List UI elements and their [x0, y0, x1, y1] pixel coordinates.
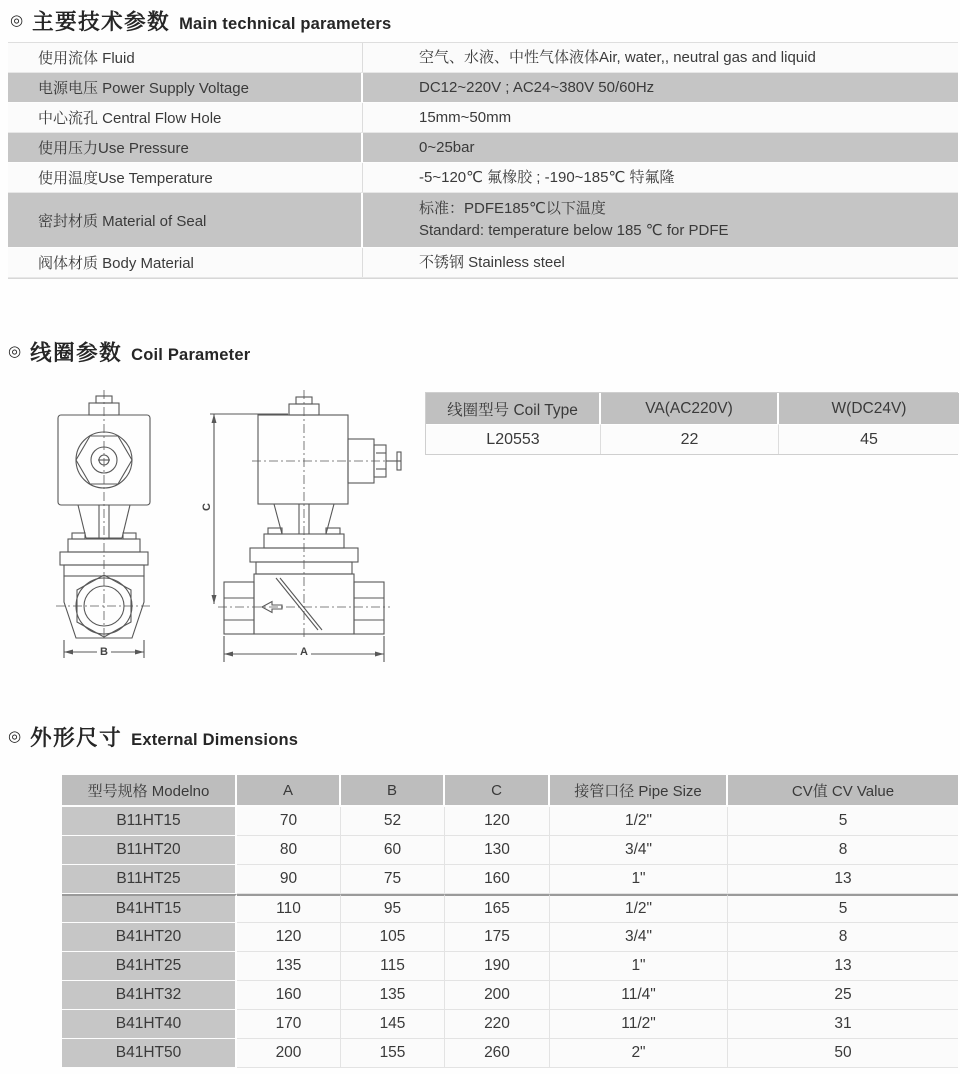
dims-model-cell: B41HT15: [62, 894, 237, 923]
spec-value-line: Standard: temperature below 185 ℃ for PDFE: [419, 222, 729, 239]
dims-value-cell: 165: [445, 894, 550, 923]
dims-value-cell: 170: [237, 1010, 341, 1039]
dims-value-cell: 160: [445, 865, 550, 894]
dims-value-cell: 95: [341, 894, 445, 923]
dims-table-header: 型号规格 Modelno: [62, 775, 237, 807]
dims-value-cell: 200: [237, 1039, 341, 1068]
dims-value-cell: 3/4": [550, 836, 728, 865]
coil-table-cell: 45: [779, 424, 959, 454]
main-spec-table: [8, 42, 958, 279]
spec-row: [8, 103, 958, 133]
dims-value-cell: 1": [550, 865, 728, 894]
valve-front-view-drawing: [26, 388, 186, 666]
dims-model-cell: B41HT32: [62, 981, 237, 1010]
dims-value-cell: 1/2": [550, 807, 728, 836]
dims-value-cell: 90: [237, 865, 341, 894]
dims-table-header: B: [341, 775, 445, 807]
dims-value-cell: 115: [341, 952, 445, 981]
dims-value-cell: 175: [445, 923, 550, 952]
dims-value-cell: 135: [341, 981, 445, 1010]
spec-label: 密封材质 Material of Seal: [8, 193, 363, 247]
spec-label: 中心流孔 Central Flow Hole: [8, 103, 363, 132]
spec-label: 使用温度Use Temperature: [8, 163, 363, 192]
dims-value-cell: 25: [728, 981, 958, 1010]
valve-side-view-drawing: [192, 386, 407, 668]
dims-value-cell: 52: [341, 807, 445, 836]
dims-value-cell: 135: [237, 952, 341, 981]
dims-value-cell: 120: [237, 923, 341, 952]
dims-value-cell: 13: [728, 952, 958, 981]
dims-model-cell: B41HT40: [62, 1010, 237, 1039]
dims-table-header: A: [237, 775, 341, 807]
dims-value-cell: 13: [728, 865, 958, 894]
spec-row: [8, 163, 958, 193]
dims-value-cell: 220: [445, 1010, 550, 1039]
dims-value-cell: 145: [341, 1010, 445, 1039]
dims-value-cell: 105: [341, 923, 445, 952]
dims-value-cell: 1": [550, 952, 728, 981]
spec-value: DC12~220V ; AC24~380V 50/60Hz: [419, 78, 655, 96]
spec-value: [363, 193, 958, 247]
dims-table-header: CV值 CV Value: [728, 775, 958, 807]
spec-row: [8, 133, 958, 163]
section-bullet-icon: ◎: [8, 727, 22, 745]
dims-value-cell: 190: [445, 952, 550, 981]
dims-value-cell: 260: [445, 1039, 550, 1068]
dims-value-cell: 110: [237, 894, 341, 923]
dims-value-cell: 2": [550, 1039, 728, 1068]
coil-table-header: VA(AC220V): [601, 393, 779, 424]
dims-table-header: 接管口径 Pipe Size: [550, 775, 728, 807]
dims-value-cell: 60: [341, 836, 445, 865]
spec-label: 电源电压 Power Supply Voltage: [8, 73, 363, 102]
dims-model-cell: B41HT20: [62, 923, 237, 952]
spec-label: 使用压力Use Pressure: [8, 133, 363, 162]
spec-row: [8, 43, 958, 73]
dimension-label-c: C: [201, 503, 213, 511]
dims-model-cell: B11HT15: [62, 807, 237, 836]
spec-row: [8, 193, 958, 248]
dimension-label-a: A: [300, 646, 308, 658]
dims-model-cell: B41HT50: [62, 1039, 237, 1068]
dims-value-cell: 11/4": [550, 981, 728, 1010]
spec-label: 使用流体 Fluid: [8, 43, 363, 72]
section-title-en: Coil Parameter: [131, 346, 251, 364]
section-title-coil-parameter: [8, 336, 250, 367]
section-bullet-icon: ◎: [10, 11, 24, 29]
spec-value: 不锈钢 Stainless steel: [419, 253, 565, 271]
dims-value-cell: 31: [728, 1010, 958, 1039]
coil-table-header: 线圈型号 Coil Type: [426, 393, 601, 424]
section-title-main-parameters: [10, 5, 391, 36]
spec-label: 阀体材质 Body Material: [8, 248, 363, 277]
dims-table-header: C: [445, 775, 550, 807]
dims-value-cell: 50: [728, 1039, 958, 1068]
dims-value-cell: 11/2": [550, 1010, 728, 1039]
dims-value-cell: 8: [728, 923, 958, 952]
dimensions-table: [62, 775, 958, 1068]
dims-value-cell: 5: [728, 807, 958, 836]
dims-model-cell: B41HT25: [62, 952, 237, 981]
spec-value: -5~120℃ 氟橡胶 ; -190~185℃ 特氟隆: [419, 168, 675, 186]
spec-row: [8, 248, 958, 278]
dims-value-cell: 80: [237, 836, 341, 865]
dims-value-cell: 75: [341, 865, 445, 894]
dims-value-cell: 120: [445, 807, 550, 836]
dims-model-cell: B11HT25: [62, 865, 237, 894]
dims-value-cell: 200: [445, 981, 550, 1010]
dims-value-cell: 160: [237, 981, 341, 1010]
coil-table-cell: 22: [601, 424, 779, 454]
section-title-zh: 主要技术参数: [32, 10, 171, 34]
section-title-external-dimensions: [8, 721, 298, 752]
dims-value-cell: 130: [445, 836, 550, 865]
section-title-en: Main technical parameters: [179, 15, 392, 33]
spec-value: 空气、水液、中性气体液体Air, water,, neutral gas and liquid: [419, 48, 816, 66]
section-bullet-icon: ◎: [8, 342, 22, 360]
spec-row: [8, 73, 958, 103]
coil-table-header: W(DC24V): [779, 393, 959, 424]
dims-value-cell: 3/4": [550, 923, 728, 952]
coil-table-cell: L20553: [426, 424, 601, 454]
section-title-zh: 线圈参数: [30, 341, 123, 365]
coil-table: [425, 392, 958, 455]
spec-value: 15mm~50mm: [419, 108, 512, 126]
dimension-label-b: B: [100, 646, 108, 658]
dims-value-cell: 155: [341, 1039, 445, 1068]
spec-value-line: 标准：PDFE185℃以下温度: [419, 200, 606, 218]
dims-value-cell: 8: [728, 836, 958, 865]
section-title-zh: 外形尺寸: [30, 726, 123, 750]
dims-model-cell: B11HT20: [62, 836, 237, 865]
spec-value: 0~25bar: [419, 138, 475, 156]
dims-value-cell: 1/2": [550, 894, 728, 923]
dims-value-cell: 5: [728, 894, 958, 923]
section-title-en: External Dimensions: [131, 731, 299, 749]
dims-value-cell: 70: [237, 807, 341, 836]
